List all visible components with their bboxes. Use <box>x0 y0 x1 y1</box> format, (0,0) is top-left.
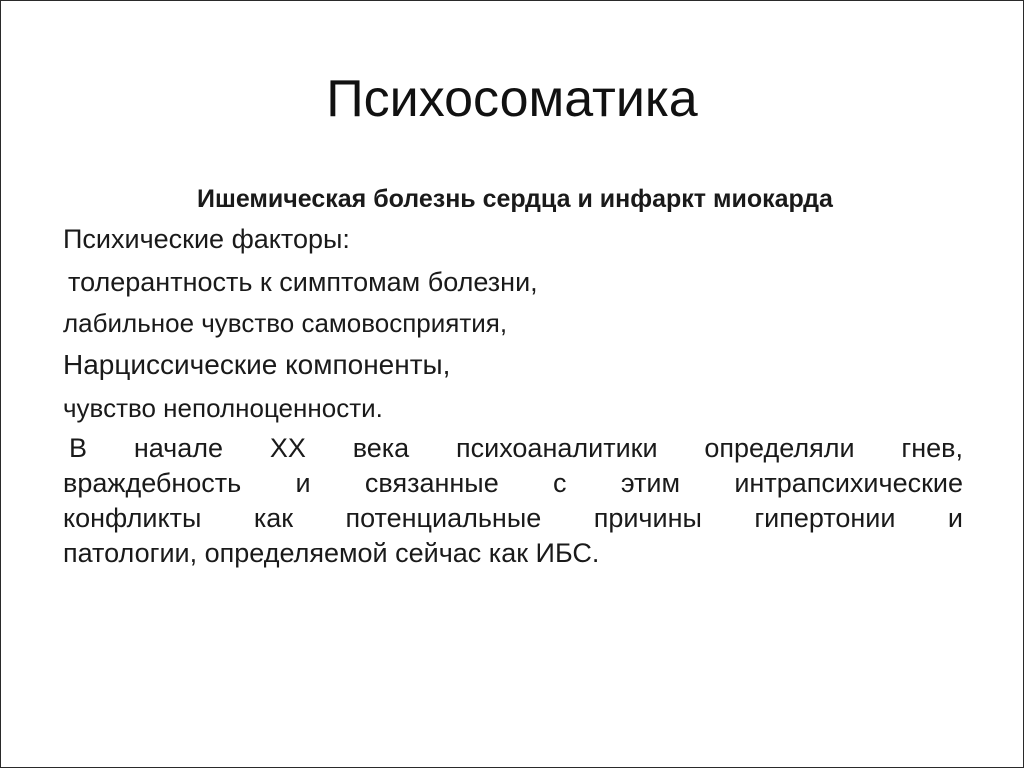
slide-title: Психосоматика <box>326 70 698 128</box>
paragraph-line: враждебность и связанные с этим интрапсихические <box>63 468 963 498</box>
text-line-tolerance: толерантность к симптомам болезни, <box>68 267 538 297</box>
slide-subtitle: Ишемическая болезнь сердца и инфаркт миокарда <box>197 185 833 213</box>
text-line-psychic-factors: Психические факторы: <box>63 224 350 254</box>
text-line-narcissistic: Нарциссические компоненты, <box>63 349 451 380</box>
paragraph-line: патологии, определяемой сейчас как ИБС. <box>63 538 600 568</box>
body-paragraph <box>63 431 963 571</box>
paragraph-line: конфликты как потенциальные причины гипертонии и <box>63 503 963 533</box>
paragraph-line: В начале ХХ века психоаналитики определяли гнев, <box>69 433 963 463</box>
text-line-inferiority: чувство неполноценности. <box>63 393 383 423</box>
text-line-self-perception: лабильное чувство самовосприятия, <box>63 308 508 338</box>
